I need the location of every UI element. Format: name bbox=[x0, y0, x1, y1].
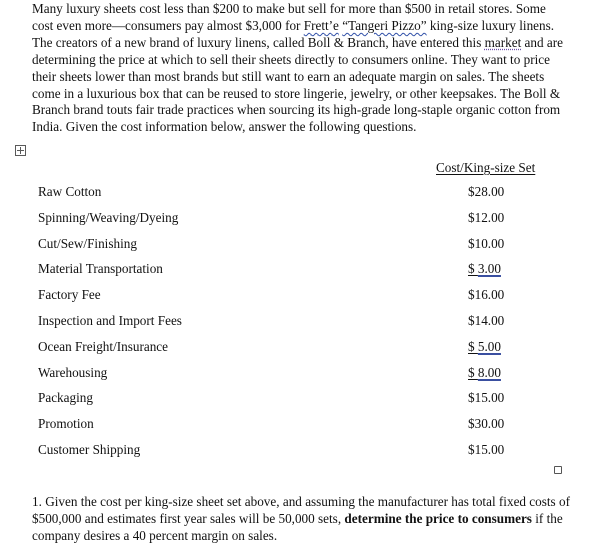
table-row bbox=[38, 236, 538, 262]
brand-store-name: Frett’e bbox=[303, 17, 339, 33]
table-row bbox=[38, 390, 538, 416]
intro-paragraph bbox=[32, 1, 568, 136]
market-word: market bbox=[484, 34, 522, 50]
cost-item-value: $10.00 bbox=[468, 235, 505, 251]
cost-item-label: Raw Cotton bbox=[38, 184, 102, 199]
intro-text-part-3: and are determining the price at which to sell their sheets directly to consumers online. They want to price their sheets lower than most brands but still want to earn an adequate margin on sales. The sheets come in a luxurious box that can be reused to store lingerie, jewelry, or other keepsakes. The Boll & Branch brand touts fair trade practices when sourcing its high-grade long-staple organic cotton from India. Given the cost information below, answer the following questions. bbox=[32, 34, 563, 135]
cost-item-label: Cut/Sew/Finishing bbox=[38, 235, 137, 251]
cost-item-label: Ocean Freight/Insurance bbox=[38, 338, 168, 354]
cost-item-value: $28.00 bbox=[468, 184, 505, 199]
table-row bbox=[38, 416, 538, 442]
intro-text-part-2: king-size luxury linens. The creators of a new brand of luxury linens, called Boll & Branch, have entered this bbox=[32, 17, 555, 50]
cost-item-label: Factory Fee bbox=[38, 287, 101, 303]
cost-item-label: Promotion bbox=[38, 416, 94, 432]
cost-item-label: Customer Shipping bbox=[38, 441, 141, 457]
cost-item-value: $16.00 bbox=[468, 287, 505, 303]
cost-item-value: $ 8.00 bbox=[468, 364, 501, 380]
cost-item-value: $12.00 bbox=[468, 209, 505, 225]
table-move-handle-icon[interactable] bbox=[15, 145, 26, 156]
cost-item-label: Packaging bbox=[38, 390, 93, 406]
table-row bbox=[38, 442, 538, 468]
brand-line-name: “Tangeri Pizzo” bbox=[342, 17, 427, 33]
cost-item-value: $15.00 bbox=[468, 390, 505, 406]
cost-item-value: $ 3.00 bbox=[468, 261, 501, 277]
cost-item-label: Spinning/Weaving/Dyeing bbox=[38, 209, 179, 225]
cost-column-header: Cost/King-size Set bbox=[436, 160, 536, 175]
cost-item-value: $15.00 bbox=[468, 441, 505, 457]
question-paragraph bbox=[32, 494, 572, 545]
question-text-part-1: 1. Given the cost per king-size sheet set above, and assuming the manufacturer has total fixed costs of $500,000 and estimates first year sales will be 50,000 sets, bbox=[32, 494, 570, 526]
table-resize-handle-icon[interactable] bbox=[554, 466, 562, 474]
cost-item-value: $14.00 bbox=[468, 312, 505, 328]
cost-item-label: Inspection and Import Fees bbox=[38, 312, 182, 328]
table-row bbox=[38, 313, 538, 339]
table-row bbox=[38, 287, 538, 313]
cost-item-value: $ 5.00 bbox=[468, 338, 501, 354]
cost-item-label: Material Transportation bbox=[38, 261, 163, 277]
table-row bbox=[38, 184, 538, 210]
intro-text-part-1: Many luxury sheets cost less than $200 to make but sell for more than $500 in retail stores. Some cost even more—consumers pay almost $3,000 for bbox=[32, 1, 546, 33]
table-row bbox=[38, 261, 538, 287]
cost-table bbox=[38, 184, 538, 468]
table-row bbox=[38, 365, 538, 391]
question-text-part-2: if the company desires a 40 percent margin on sales. bbox=[32, 510, 563, 543]
question-bold-phrase: determine the price to consumers bbox=[344, 510, 532, 526]
table-row bbox=[38, 339, 538, 365]
cost-item-label: Warehousing bbox=[38, 364, 108, 380]
table-row bbox=[38, 210, 538, 236]
cost-item-value: $30.00 bbox=[468, 416, 505, 432]
